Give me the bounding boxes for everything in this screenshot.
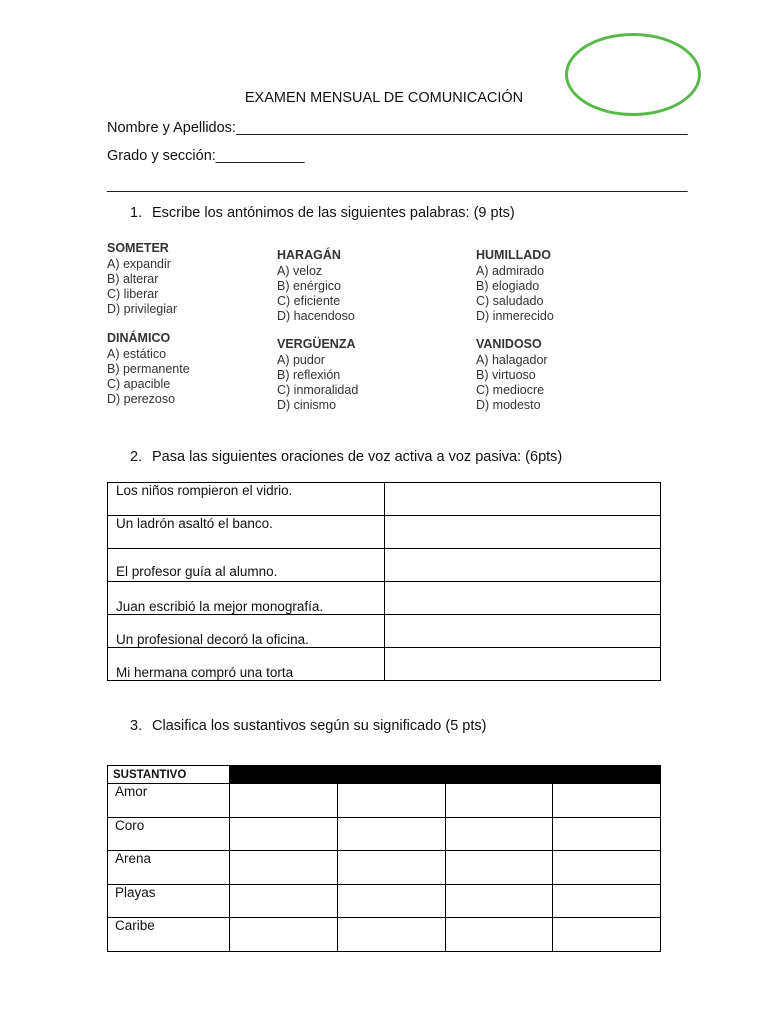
antonym-word: VANIDOSO [476, 337, 542, 351]
option: D) privilegiar [107, 302, 178, 316]
classification-cell[interactable] [337, 884, 445, 918]
option: A) estático [107, 347, 167, 361]
option: C) mediocre [476, 383, 545, 397]
question-2-number: 2. [130, 449, 143, 465]
classification-cell[interactable] [337, 817, 445, 851]
passive-answer-cell[interactable] [385, 615, 661, 648]
category-header [553, 766, 661, 784]
passive-answer-cell[interactable] [385, 483, 661, 516]
classification-cell[interactable] [337, 918, 445, 952]
option: D) cinismo [277, 398, 337, 412]
option: D) hacendoso [277, 309, 355, 323]
option: B) alterar [107, 272, 159, 286]
classification-cell[interactable] [553, 784, 661, 818]
classification-cell[interactable] [230, 851, 338, 885]
antonym-word: HARAGÁN [277, 248, 341, 262]
antonym-group-humillado [476, 248, 554, 324]
table-row [108, 784, 661, 818]
antonym-group-dinamico [107, 331, 190, 407]
option: A) halagador [476, 353, 548, 367]
noun-classification-table [107, 765, 661, 952]
option: B) elogiado [476, 279, 540, 293]
table-header-row [108, 766, 661, 784]
question-3-text: Clasifica los sustantivos según su significado (5 pts) [152, 718, 487, 734]
passive-answer-cell[interactable] [385, 516, 661, 549]
question-3-number: 3. [130, 718, 143, 734]
classification-cell[interactable] [445, 884, 553, 918]
active-sentence: Un ladrón asaltó el banco. [108, 516, 385, 549]
classification-cell[interactable] [553, 817, 661, 851]
noun-column-header: SUSTANTIVO [108, 766, 230, 784]
active-sentence: Juan escribió la mejor monografía. [108, 582, 385, 615]
question-1 [130, 205, 515, 221]
noun-cell: Playas [108, 884, 230, 918]
classification-cell[interactable] [230, 884, 338, 918]
option: B) permanente [107, 362, 190, 376]
noun-cell: Caribe [108, 918, 230, 952]
antonym-word: VERGÜENZA [277, 337, 356, 351]
option: A) pudor [277, 353, 325, 367]
table-row [108, 483, 661, 516]
option: D) modesto [476, 398, 541, 412]
option: A) expandir [107, 257, 171, 271]
option: A) veloz [277, 264, 323, 278]
active-sentence: El profesor guía al alumno. [108, 549, 385, 582]
question-3 [130, 718, 486, 734]
antonym-group-vanidoso [476, 337, 548, 413]
classification-cell[interactable] [553, 884, 661, 918]
antonym-word: DINÁMICO [107, 331, 171, 345]
antonym-group-someter [107, 241, 177, 317]
classification-cell[interactable] [337, 851, 445, 885]
classification-cell[interactable] [445, 918, 553, 952]
table-row [108, 516, 661, 549]
noun-cell: Arena [108, 851, 230, 885]
table-row [108, 615, 661, 648]
table-row [108, 582, 661, 615]
table-row [108, 648, 661, 681]
option: B) enérgico [277, 279, 341, 293]
active-sentence: Los niños rompieron el vidrio. [108, 483, 385, 516]
antonym-group-verguenza [277, 337, 358, 413]
option: C) eficiente [277, 294, 341, 308]
option: C) saludado [476, 294, 544, 308]
noun-cell: Coro [108, 817, 230, 851]
name-field[interactable]: Nombre y Apellidos:________________________________________________________ [107, 120, 688, 136]
category-header [337, 766, 445, 784]
option: D) inmerecido [476, 309, 554, 323]
option: C) inmoralidad [277, 383, 359, 397]
active-sentence: Un profesional decoró la oficina. [108, 615, 385, 648]
passive-answer-cell[interactable] [385, 582, 661, 615]
table-row [108, 884, 661, 918]
classification-cell[interactable] [445, 784, 553, 818]
passive-answer-cell[interactable] [385, 648, 661, 681]
category-header [230, 766, 338, 784]
question-2 [130, 449, 562, 465]
option: B) virtuoso [476, 368, 536, 382]
classification-cell[interactable] [230, 817, 338, 851]
grade-section-field[interactable]: Grado y sección:___________ [107, 148, 305, 164]
option: B) reflexión [277, 368, 341, 382]
classification-cell[interactable] [553, 918, 661, 952]
question-1-text: Escribe los antónimos de las siguientes palabras: (9 pts) [152, 205, 515, 221]
classification-cell[interactable] [445, 851, 553, 885]
option: C) apacible [107, 377, 171, 391]
classification-cell[interactable] [230, 918, 338, 952]
table-row [108, 817, 661, 851]
active-sentence: Mi hermana compró una torta [108, 648, 385, 681]
voice-conversion-table [107, 482, 661, 681]
antonym-group-haragan [277, 248, 355, 324]
classification-cell[interactable] [230, 784, 338, 818]
passive-answer-cell[interactable] [385, 549, 661, 582]
classification-cell[interactable] [445, 817, 553, 851]
classification-cell[interactable] [553, 851, 661, 885]
question-1-number: 1. [130, 205, 143, 221]
exam-title: EXAMEN MENSUAL DE COMUNICACIÓN [244, 90, 524, 106]
separator-line: ________________________________________________________________________ [107, 177, 688, 193]
category-header [445, 766, 553, 784]
antonym-word: SOMETER [107, 241, 169, 255]
table-row [108, 851, 661, 885]
question-2-text: Pasa las siguientes oraciones de voz activa a voz pasiva: (6pts) [152, 449, 563, 465]
table-row [108, 549, 661, 582]
option: D) perezoso [107, 392, 176, 406]
table-row [108, 918, 661, 952]
noun-cell: Amor [108, 784, 230, 818]
antonym-word: HUMILLADO [476, 248, 551, 262]
classification-cell[interactable] [337, 784, 445, 818]
option: A) admirado [476, 264, 545, 278]
option: C) liberar [107, 287, 159, 301]
